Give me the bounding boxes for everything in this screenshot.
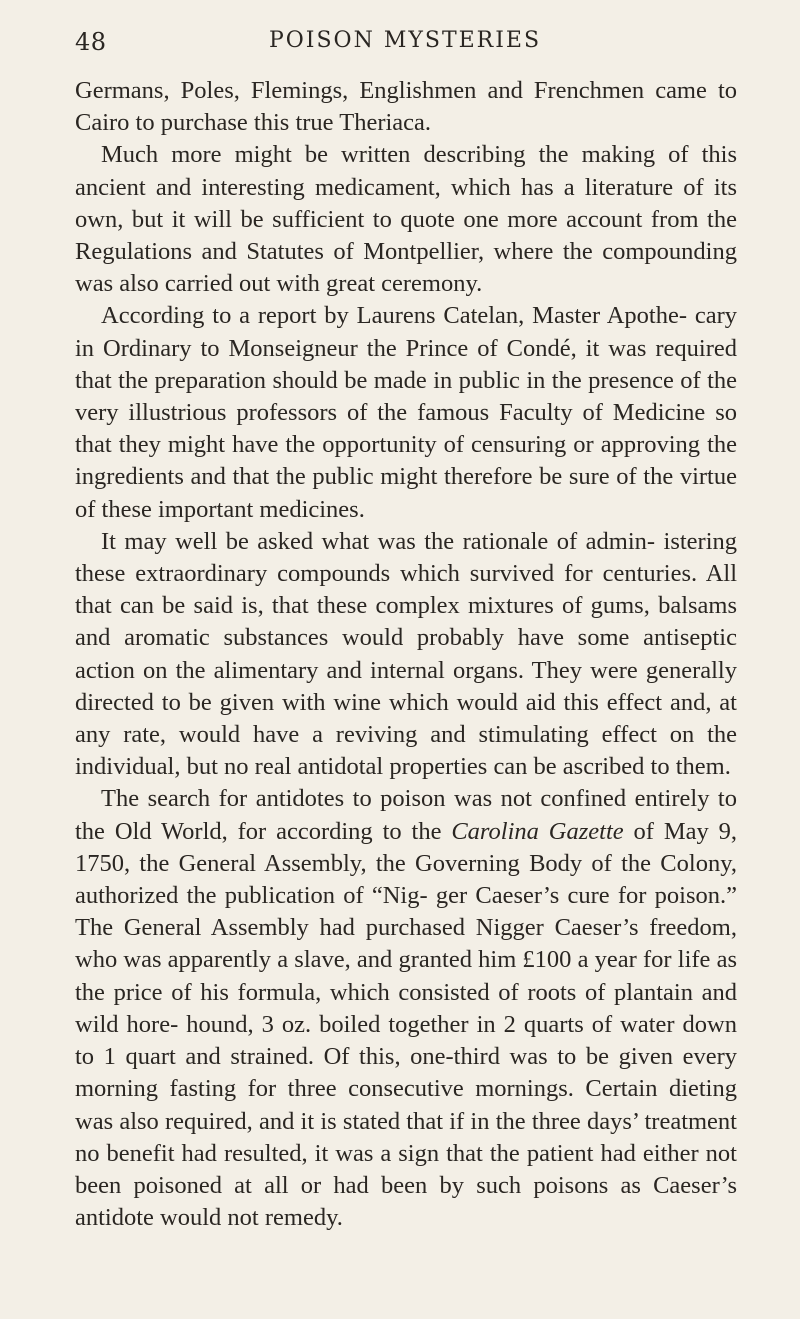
paragraph-5-text-a: The search for antidotes to poison was not confined entirely to the Old World, for according to the — [75, 785, 737, 845]
paragraph-5-text-b: of May 9, 1750, the General Assembly, the Governing Body of the Colony, authorized the publication of “Nig- ger Caeser’s cure for poison.” The General Assembly had purchased Nigger Caeser’s freedom, who was apparently a slave, and granted him £100 a year for life as the price of his formula, which consisted of roots of plantain and wild hore- hound, 3 oz. boiled together in 2 quarts of water down to 1 quart and strained. Of this, one-third was to be given every morning fasting for three consecutive mornings. Certain dieting was also required, and it is stated that if in the three days’ treatment no benefit had resulted, it was a sign that the patient had either not been poisoned at all or had been by such poisons as Caeser’s antidote would not remedy. — [75, 817, 738, 1232]
paragraph-2: Much more might be written describing the making of this ancient and interesting medicament, which has a literature of its own, but it will be sufficient to quote one more account from the Regulations and Statutes of Montpellier, where the compounding was also carried out with great ceremony. — [75, 141, 737, 298]
paragraph-5 — [75, 783, 737, 1234]
paragraph-3: According to a report by Laurens Catelan, Master Apothe- cary in Ordinary to Monseigneur the Prince of Condé, it was required that the preparation should be made in public in the presence of the very illustrious professors of the famous Faculty of Medicine so that they might have the opportunity of censuring or approving the ingredients and that the public might therefore be sure of the virtue of these important medicines. — [75, 302, 737, 523]
publication-title: Carolina Gazette — [451, 817, 624, 845]
running-head: POISON MYSTERIES — [268, 28, 542, 53]
paragraph-1: Germans, Poles, Flemings, Englishmen and Frenchmen came to Cairo to purchase this true Theriaca. — [75, 77, 737, 137]
body-text — [75, 75, 737, 1234]
page-header — [75, 22, 735, 62]
paragraph-4: It may well be asked what was the rationale of admin- istering these extraordinary compounds which survived for centuries. All that can be said is, that these complex mixtures of gums, balsams and aromatic substances would probably have some antiseptic action on the alimentary and internal organs. They were generally directed to be given with wine which would aid this effect and, at any rate, would have a reviving and stimulating effect on the individual, but no real antidotal properties can be ascribed to them. — [75, 527, 737, 781]
page-number: 48 — [75, 28, 107, 56]
